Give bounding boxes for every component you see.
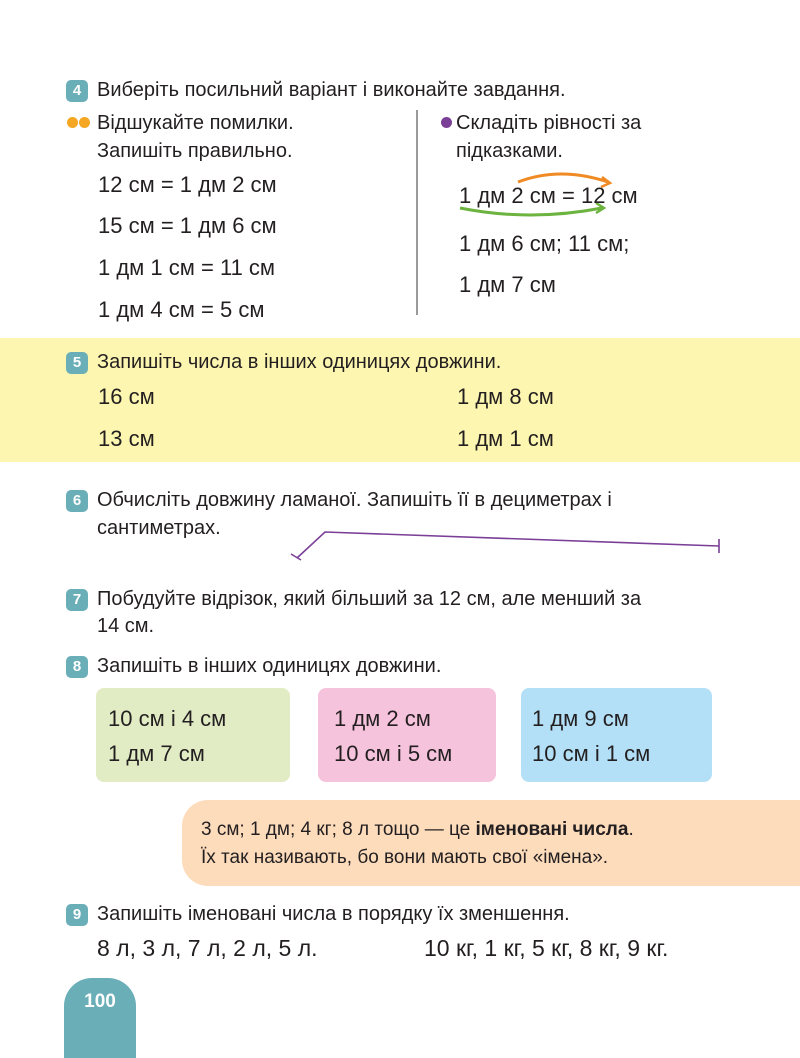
task-8-box bbox=[318, 688, 496, 782]
task-4-left-title: Відшукайте помилки. bbox=[97, 112, 294, 134]
easy-dot-icon bbox=[79, 117, 90, 128]
task-8-number: 8 bbox=[66, 656, 88, 678]
task-4-right-title: Складіть рівності за bbox=[456, 112, 642, 134]
task-4-right-item: 1 дм 6 см; 11 см; bbox=[459, 231, 630, 256]
task-8-text: Запишіть в інших одиницях довжини. bbox=[97, 655, 442, 677]
task-4-left-item: 15 см = 1 дм 6 см bbox=[98, 213, 277, 238]
rule-note-line-1 bbox=[201, 817, 634, 843]
task-4-left-item: 1 дм 1 см = 11 см bbox=[98, 255, 276, 280]
task-4-right-item: 1 дм 7 см bbox=[459, 272, 556, 297]
task-8-box-line: 1 дм 7 см bbox=[108, 741, 205, 766]
rule-note-suffix: . bbox=[628, 819, 634, 840]
polyline-figure bbox=[285, 520, 735, 570]
easy-dot-icon bbox=[67, 117, 78, 128]
task-4-left-item: 1 дм 4 см = 5 см bbox=[98, 297, 265, 322]
task-4-left-subtitle: Запишіть правильно. bbox=[97, 140, 293, 162]
task-6-number: 6 bbox=[66, 490, 88, 512]
task-9-group: 10 кг, 1 кг, 5 кг, 8 кг, 9 кг. bbox=[424, 935, 669, 961]
task-9-group: 8 л, 3 л, 7 л, 2 л, 5 л. bbox=[97, 935, 318, 961]
task-4-text: Виберіть посильний варіант і виконайте завдання. bbox=[97, 79, 566, 101]
page-number: 100 bbox=[84, 991, 116, 1012]
task-6-text: Обчисліть довжину ламаної. Запишіть її в дециметрах і bbox=[97, 489, 612, 511]
task-8-box-line: 1 дм 2 см bbox=[334, 706, 431, 731]
rule-note bbox=[182, 800, 800, 886]
task-8-box-line: 10 см і 4 см bbox=[108, 706, 227, 731]
task-8-box bbox=[96, 688, 290, 782]
page-number-tab bbox=[64, 978, 136, 1058]
task-5-item: 1 дм 8 см bbox=[457, 384, 554, 409]
task-5-item: 13 см bbox=[98, 426, 155, 451]
hard-dot-icon bbox=[441, 117, 452, 128]
task-8-box bbox=[521, 688, 712, 782]
task-7-text: 14 см. bbox=[97, 615, 155, 637]
task-8-box-line: 10 см і 1 см bbox=[532, 741, 651, 766]
rule-note-prefix: 3 см; 1 дм; 4 кг; 8 л тощо — це bbox=[201, 819, 476, 840]
task-7-text: Побудуйте відрізок, який більший за 12 см, але менший за bbox=[97, 588, 642, 610]
task-5-number: 5 bbox=[66, 352, 88, 374]
task-9-number: 9 bbox=[66, 904, 88, 926]
task-4-left-item: 12 см = 1 дм 2 см bbox=[98, 172, 277, 197]
task-4-example: 1 дм 2 см = 12 см bbox=[459, 183, 638, 208]
column-divider bbox=[416, 110, 418, 315]
task-5-item: 16 см bbox=[98, 384, 155, 409]
task-8-box-line: 1 дм 9 см bbox=[532, 706, 629, 731]
task-4-right-subtitle: підказками. bbox=[456, 140, 563, 162]
rule-note-line-2: Їх так називають, бо вони мають свої «імена». bbox=[201, 847, 609, 868]
task-7-number: 7 bbox=[66, 589, 88, 611]
task-8-box-line: 10 см і 5 см bbox=[334, 741, 453, 766]
task-4-number: 4 bbox=[66, 80, 88, 102]
task-5-item: 1 дм 1 см bbox=[457, 426, 554, 451]
task-6-text: сантиметрах. bbox=[97, 517, 221, 539]
task-5-text: Запишіть числа в інших одиницях довжини. bbox=[97, 351, 502, 373]
task-9-text: Запишіть іменовані числа в порядку їх зменшення. bbox=[97, 903, 570, 925]
rule-note-term: іменовані числа bbox=[475, 819, 629, 840]
